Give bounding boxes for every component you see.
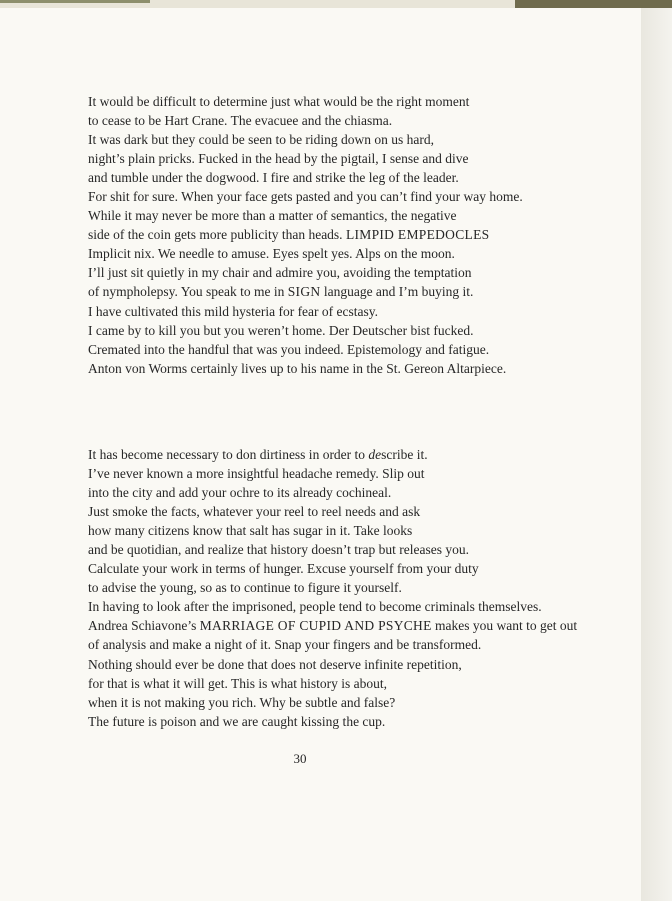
poem-line: Calculate your work in terms of hunger. Excuse yourself from your duty	[88, 561, 479, 577]
poem-line: for that is what it will get. This is what history is about,	[88, 675, 387, 691]
scan-border-top	[0, 0, 672, 8]
poem-line: I have cultivated this mild hysteria for fear of ecstasy.	[88, 303, 379, 319]
poem-line: It would be difficult to determine just what would be the right moment	[88, 94, 470, 109]
poem-line: into the city and add your ochre to its already cochineal.	[88, 485, 392, 501]
poem-line: Implicit nix. We needle to amuse. Eyes spelt yes. Alps on the moon.	[88, 246, 455, 262]
poem-line: Anton von Worms certainly lives up to his name in the St. Gereon Altarpiece.	[88, 360, 507, 376]
poem-line: and tumble under the dogwood. I fire and strike the leg of the leader.	[88, 170, 459, 186]
small-caps-title: MARRIAGE OF CUPID AND PSYCHE	[199, 618, 432, 634]
poem-line: and be quotidian, and realize that history doesn’t trap but releases you.	[88, 542, 470, 558]
poem-line: The future is poison and we are caught kissing the cup.	[88, 713, 386, 729]
stanza-1	[88, 92, 523, 378]
poem-line: Nothing should ever be done that does not deserve infinite repetition,	[88, 656, 462, 672]
poem-line: In having to look after the imprisoned, people tend to become criminals themselves.	[88, 599, 542, 615]
poem-line: While it may never be more than a matter of semantics, the negative	[88, 208, 457, 224]
poem-line: to advise the young, so as to continue to figure it yourself.	[88, 580, 402, 596]
poem-line: Cremated into the handful that was you indeed. Epistemology and fatigue.	[88, 341, 490, 357]
italic-prefix: de	[368, 447, 382, 462]
poem-line: of nympholepsy. You speak to me in SIGN language and I’m buying it.	[88, 284, 474, 300]
poem-line: to cease to be Hart Crane. The evacuee and the chiasma.	[88, 113, 393, 129]
poem-line: Just smoke the facts, whatever your reel to reel needs and ask	[88, 504, 421, 520]
poem-line: side of the coin gets more publicity than heads. LIMPID EMPEDOCLES	[88, 227, 490, 243]
poem-line: I’ve never known a more insightful headache remedy. Slip out	[88, 466, 425, 482]
poem-line: It has become necessary to don dirtiness in order to describe it.	[88, 447, 428, 462]
scan-strip-right	[515, 0, 672, 8]
poem-line: Andrea Schiavone’s MARRIAGE OF CUPID AND PSYCHE makes you want to get out	[88, 618, 578, 634]
scan-strip-left	[0, 0, 150, 3]
poem-line: how many citizens know that salt has sugar in it. Take looks	[88, 523, 413, 539]
poem-line: It was dark but they could be seen to be riding down on us hard,	[88, 132, 435, 148]
poem-line: I’ll just sit quietly in my chair and admire you, avoiding the temptation	[88, 265, 472, 281]
stanza-2	[88, 445, 577, 731]
poem-line: I came by to kill you but you weren’t home. Der Deutscher bist fucked.	[88, 322, 474, 338]
small-caps-word: SIGN	[287, 284, 321, 300]
poem-line: For shit for sure. When your face gets pasted and you can’t find your way home.	[88, 189, 523, 205]
small-caps-title: LIMPID EMPEDOCLES	[345, 227, 490, 243]
poem-line: when it is not making you rich. Why be subtle and false?	[88, 694, 396, 710]
page-edge-shadow	[641, 8, 672, 901]
poem-line: of analysis and make a night of it. Snap your fingers and be transformed.	[88, 637, 482, 653]
poem-line: night’s plain pricks. Fucked in the head by the pigtail, I sense and dive	[88, 151, 469, 167]
page-number: 30	[293, 751, 307, 766]
